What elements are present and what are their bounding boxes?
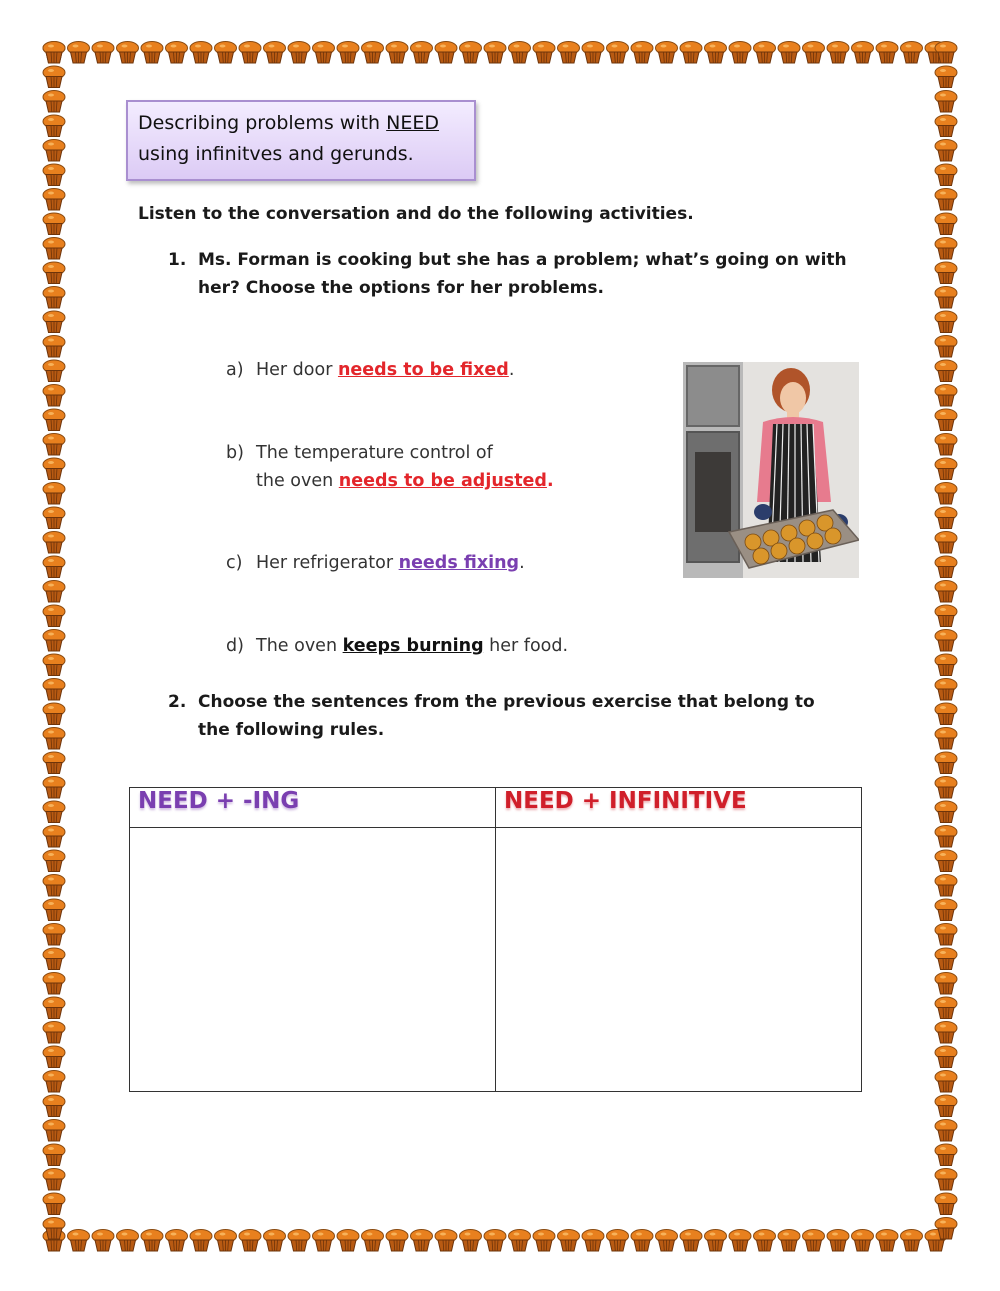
muffin-icon <box>935 1022 957 1044</box>
option-a-end: . <box>508 360 515 380</box>
muffin-icon <box>141 42 163 64</box>
muffin-icon <box>935 924 957 946</box>
col-need-infinitive-header: NEED + INFINITIVE <box>496 788 862 828</box>
muffin-icon <box>43 91 65 113</box>
muffin-icon <box>852 42 874 64</box>
muffin-icon <box>43 679 65 701</box>
option-a-label: a) <box>226 360 244 380</box>
option-c-text: Her refrigerator <box>256 553 399 573</box>
muffin-icon <box>43 630 65 652</box>
muffin-icon <box>935 91 957 113</box>
muffin-icon <box>827 42 849 64</box>
muffin-icon <box>656 42 678 64</box>
option-a[interactable] <box>226 356 514 384</box>
muffin-icon <box>935 238 957 260</box>
muffin-icon <box>43 311 65 333</box>
muffin-icon <box>43 287 65 309</box>
muffin-icon <box>337 42 359 64</box>
muffin-icon <box>901 1230 923 1252</box>
muffin-icon <box>754 1230 776 1252</box>
muffin-icon <box>68 42 90 64</box>
muffin-icon <box>460 1230 482 1252</box>
question-2 <box>168 688 848 744</box>
muffin-icon <box>935 948 957 970</box>
option-b-text-line2: the oven <box>256 471 339 491</box>
muffin-icon <box>43 66 65 88</box>
muffin-icon <box>43 1120 65 1142</box>
muffin-icon <box>935 973 957 995</box>
need-ing-answer-cell[interactable] <box>130 828 496 1092</box>
muffin-icon <box>484 42 506 64</box>
title-key-word: NEED <box>386 112 440 134</box>
muffin-icon <box>876 42 898 64</box>
muffin-icon <box>435 1230 457 1252</box>
option-d[interactable] <box>226 632 568 660</box>
muffin-icon <box>935 483 957 505</box>
muffin-icon <box>43 875 65 897</box>
muffin-icon <box>43 826 65 848</box>
muffin-border-right <box>932 38 960 1254</box>
muffin-icon <box>43 654 65 676</box>
muffin-icon <box>729 1230 751 1252</box>
muffin-icon <box>43 434 65 456</box>
muffin-icon <box>484 1230 506 1252</box>
muffin-icon <box>68 1230 90 1252</box>
muffin-icon <box>935 1218 957 1240</box>
muffin-icon <box>935 140 957 162</box>
muffin-border-left <box>40 38 68 1254</box>
muffin-icon <box>935 826 957 848</box>
muffin-icon <box>43 801 65 823</box>
muffin-icon <box>935 1095 957 1117</box>
muffin-icon <box>607 42 629 64</box>
muffin-icon <box>43 336 65 358</box>
muffin-icon <box>411 42 433 64</box>
muffin-icon <box>705 42 727 64</box>
muffin-icon <box>935 287 957 309</box>
muffin-icon <box>190 42 212 64</box>
option-b-end: . <box>546 471 554 491</box>
need-infinitive-answer-cell[interactable] <box>496 828 862 1092</box>
muffin-icon <box>43 777 65 799</box>
muffin-icon <box>935 164 957 186</box>
muffin-icon <box>190 1230 212 1252</box>
muffin-icon <box>509 42 531 64</box>
muffin-icon <box>43 164 65 186</box>
option-b-highlight: needs to be adjusted <box>338 471 547 491</box>
muffin-icon <box>935 311 957 333</box>
option-c-end: . <box>519 553 525 573</box>
muffin-icon <box>460 42 482 64</box>
muffin-icon <box>313 1230 335 1252</box>
muffin-icon <box>43 997 65 1019</box>
muffin-icon <box>935 213 957 235</box>
muffin-icon <box>935 42 957 64</box>
muffin-icon <box>935 385 957 407</box>
muffin-icon <box>935 801 957 823</box>
muffin-icon <box>362 42 384 64</box>
muffin-icon <box>166 42 188 64</box>
muffin-icon <box>43 189 65 211</box>
muffin-icon <box>935 532 957 554</box>
muffin-icon <box>935 728 957 750</box>
muffin-icon <box>778 1230 800 1252</box>
option-c[interactable] <box>226 549 525 577</box>
muffin-icon <box>935 679 957 701</box>
option-b-text-line1: The temperature control of <box>256 443 493 463</box>
muffin-icon <box>754 42 776 64</box>
muffin-icon <box>582 1230 604 1252</box>
muffin-icon <box>582 42 604 64</box>
muffin-icon <box>43 948 65 970</box>
muffin-icon <box>43 1144 65 1166</box>
muffin-icon <box>337 1230 359 1252</box>
muffin-icon <box>935 434 957 456</box>
muffin-icon <box>43 1095 65 1117</box>
instruction-text: Listen to the conversation and do the following activities. <box>138 204 694 224</box>
muffin-icon <box>43 507 65 529</box>
muffin-icon <box>43 385 65 407</box>
muffin-icon <box>117 1230 139 1252</box>
muffin-icon <box>386 42 408 64</box>
muffin-icon <box>935 630 957 652</box>
muffin-icon <box>901 42 923 64</box>
muffin-icon <box>43 1218 65 1240</box>
muffin-icon <box>935 556 957 578</box>
muffin-icon <box>656 1230 678 1252</box>
muffin-icon <box>533 1230 555 1252</box>
muffin-icon <box>935 875 957 897</box>
muffin-icon <box>92 42 114 64</box>
question-1-number: 1. <box>168 250 187 270</box>
muffin-icon <box>680 42 702 64</box>
muffin-icon <box>411 1230 433 1252</box>
muffin-icon <box>935 458 957 480</box>
muffin-icon <box>288 1230 310 1252</box>
muffin-icon <box>935 1144 957 1166</box>
worksheet-title-box <box>126 100 476 181</box>
muffin-icon <box>935 66 957 88</box>
muffin-icon <box>43 483 65 505</box>
muffin-icon <box>166 1230 188 1252</box>
muffin-icon <box>935 654 957 676</box>
question-2-number: 2. <box>168 692 187 712</box>
question-1 <box>168 246 848 302</box>
option-d-end: her food. <box>483 636 569 656</box>
muffin-icon <box>43 458 65 480</box>
muffin-icon <box>935 262 957 284</box>
muffin-icon <box>43 556 65 578</box>
muffin-icon <box>141 1230 163 1252</box>
muffin-icon <box>935 409 957 431</box>
muffin-icon <box>935 336 957 358</box>
option-d-highlight: keeps burning <box>342 636 484 656</box>
muffin-icon <box>264 1230 286 1252</box>
muffin-icon <box>680 1230 702 1252</box>
muffin-icon <box>43 409 65 431</box>
muffin-icon <box>43 899 65 921</box>
question-1-text: Ms. Forman is cooking but she has a problem; what’s going on with her? Choose the options for her problems. <box>198 250 847 298</box>
muffin-icon <box>117 42 139 64</box>
muffin-icon <box>803 1230 825 1252</box>
option-a-text: Her door <box>256 360 338 380</box>
muffin-icon <box>729 42 751 64</box>
muffin-icon <box>43 262 65 284</box>
muffin-icon <box>935 1046 957 1068</box>
muffin-icon <box>935 605 957 627</box>
muffin-icon <box>43 238 65 260</box>
muffin-icon <box>43 140 65 162</box>
muffin-icon <box>935 507 957 529</box>
muffin-icon <box>43 850 65 872</box>
woman-baking-muffins-photo <box>683 362 859 578</box>
muffin-icon <box>803 42 825 64</box>
muffin-icon <box>631 1230 653 1252</box>
muffin-icon <box>43 532 65 554</box>
muffin-icon <box>43 115 65 137</box>
muffin-icon <box>935 360 957 382</box>
muffin-icon <box>778 42 800 64</box>
muffin-icon <box>935 1169 957 1191</box>
title-line-2: using infinitves and gerunds. <box>138 143 414 165</box>
rules-table <box>129 787 862 1092</box>
muffin-icon <box>935 777 957 799</box>
muffin-icon <box>43 728 65 750</box>
muffin-icon <box>215 1230 237 1252</box>
muffin-icon <box>43 703 65 725</box>
option-c-label: c) <box>226 553 243 573</box>
muffin-icon <box>43 605 65 627</box>
muffin-icon <box>935 997 957 1019</box>
muffin-icon <box>92 1230 114 1252</box>
muffin-icon <box>935 703 957 725</box>
muffin-icon <box>558 42 580 64</box>
muffin-icon <box>509 1230 531 1252</box>
muffin-icon <box>935 581 957 603</box>
muffin-icon <box>935 115 957 137</box>
muffin-icon <box>215 42 237 64</box>
muffin-icon <box>313 42 335 64</box>
option-d-text: The oven <box>256 636 343 656</box>
muffin-icon <box>386 1230 408 1252</box>
muffin-icon <box>935 850 957 872</box>
muffin-icon <box>43 1169 65 1191</box>
muffin-icon <box>43 360 65 382</box>
muffin-icon <box>43 1022 65 1044</box>
muffin-icon <box>852 1230 874 1252</box>
title-prefix: Describing problems with <box>138 112 387 134</box>
muffin-icon <box>43 1046 65 1068</box>
muffin-icon <box>43 1193 65 1215</box>
muffin-icon <box>43 752 65 774</box>
muffin-icon <box>935 1193 957 1215</box>
option-b[interactable] <box>226 439 554 495</box>
muffin-icon <box>435 42 457 64</box>
muffin-icon <box>935 1071 957 1093</box>
muffin-icon <box>43 973 65 995</box>
muffin-icon <box>935 752 957 774</box>
title-line-1 <box>138 108 464 139</box>
muffin-border-bottom <box>40 1226 960 1254</box>
muffin-icon <box>935 899 957 921</box>
muffin-icon <box>558 1230 580 1252</box>
muffin-icon <box>43 581 65 603</box>
muffin-icon <box>705 1230 727 1252</box>
muffin-icon <box>288 42 310 64</box>
question-2-text: Choose the sentences from the previous exercise that belong to the following rules. <box>198 692 815 740</box>
option-d-label: d) <box>226 636 244 656</box>
muffin-icon <box>239 1230 261 1252</box>
col-need-ing-header: NEED + -ING <box>130 788 496 828</box>
muffin-icon <box>264 42 286 64</box>
muffin-icon <box>239 42 261 64</box>
muffin-icon <box>43 213 65 235</box>
option-c-highlight: needs fixing <box>398 553 520 573</box>
muffin-icon <box>43 42 65 64</box>
muffin-icon <box>935 189 957 211</box>
muffin-icon <box>607 1230 629 1252</box>
muffin-icon <box>935 1120 957 1142</box>
muffin-icon <box>827 1230 849 1252</box>
option-b-label: b) <box>226 443 244 463</box>
muffin-icon <box>533 42 555 64</box>
muffin-icon <box>43 924 65 946</box>
muffin-icon <box>43 1071 65 1093</box>
muffin-border-top <box>40 38 960 66</box>
muffin-icon <box>876 1230 898 1252</box>
muffin-icon <box>631 42 653 64</box>
muffin-icon <box>362 1230 384 1252</box>
option-a-highlight: needs to be fixed <box>337 360 509 380</box>
